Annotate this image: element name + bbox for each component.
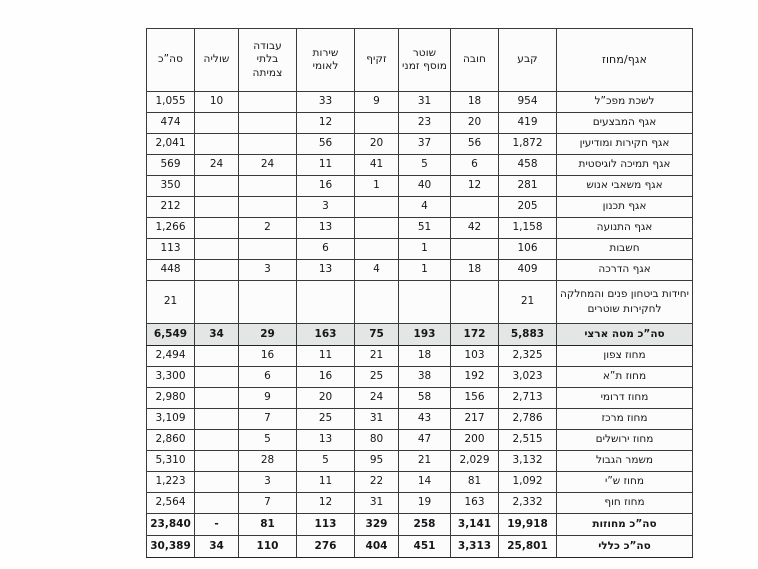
row-label-cell: חשבות bbox=[557, 239, 693, 260]
cell-hova: 156 bbox=[451, 388, 499, 409]
cell-sherut: 6 bbox=[297, 239, 355, 260]
cell-keva: 1,872 bbox=[499, 134, 557, 155]
cell-zakif: 31 bbox=[355, 493, 399, 514]
cell-sherut: 16 bbox=[297, 367, 355, 388]
cell-sherut: 56 bbox=[297, 134, 355, 155]
column-header-shoter: שוטר מוסף זמני bbox=[399, 29, 451, 92]
row-label-cell: אגף המבצעים bbox=[557, 113, 693, 134]
row-label-cell: סה”כ כללי bbox=[557, 536, 693, 558]
cell-sherut: 20 bbox=[297, 388, 355, 409]
row-label-cell: משמר הגבול bbox=[557, 451, 693, 472]
cell-shoter: 1 bbox=[399, 239, 451, 260]
cell-keva: 2,515 bbox=[499, 430, 557, 451]
cell-shoter: 47 bbox=[399, 430, 451, 451]
cell-total: 2,494 bbox=[147, 346, 195, 367]
cell-shulia bbox=[195, 451, 239, 472]
cell-zakif bbox=[355, 218, 399, 239]
column-header-sherut: שירות לאומי bbox=[297, 29, 355, 92]
cell-avoda: 6 bbox=[239, 367, 297, 388]
cell-shoter: 193 bbox=[399, 324, 451, 346]
cell-keva: 2,713 bbox=[499, 388, 557, 409]
cell-hova: 2,029 bbox=[451, 451, 499, 472]
cell-zakif bbox=[355, 281, 399, 324]
column-header-zakif: זקיף bbox=[355, 29, 399, 92]
cell-avoda bbox=[239, 113, 297, 134]
cell-zakif: 41 bbox=[355, 155, 399, 176]
column-header-shulia: שוליה bbox=[195, 29, 239, 92]
cell-zakif: 21 bbox=[355, 346, 399, 367]
cell-zakif bbox=[355, 113, 399, 134]
cell-total: 448 bbox=[147, 260, 195, 281]
cell-keva: 25,801 bbox=[499, 536, 557, 558]
table-row bbox=[147, 346, 693, 367]
cell-hova: 192 bbox=[451, 367, 499, 388]
table-row bbox=[147, 324, 693, 346]
cell-shoter: 1 bbox=[399, 260, 451, 281]
cell-shoter: 14 bbox=[399, 472, 451, 493]
cell-shulia bbox=[195, 430, 239, 451]
cell-shoter: 258 bbox=[399, 514, 451, 536]
cell-avoda: 16 bbox=[239, 346, 297, 367]
cell-shoter: 38 bbox=[399, 367, 451, 388]
cell-zakif bbox=[355, 197, 399, 218]
cell-shoter: 43 bbox=[399, 409, 451, 430]
cell-avoda: 110 bbox=[239, 536, 297, 558]
cell-sherut bbox=[297, 281, 355, 324]
cell-total: 569 bbox=[147, 155, 195, 176]
table-row bbox=[147, 451, 693, 472]
row-label-cell: אגף הדרכה bbox=[557, 260, 693, 281]
cell-total: 1,266 bbox=[147, 218, 195, 239]
cell-shulia bbox=[195, 346, 239, 367]
cell-hova: 172 bbox=[451, 324, 499, 346]
table-header bbox=[147, 29, 693, 92]
cell-sherut: 113 bbox=[297, 514, 355, 536]
cell-shulia bbox=[195, 367, 239, 388]
cell-sherut: 12 bbox=[297, 113, 355, 134]
row-label-cell: מחוז ש”י bbox=[557, 472, 693, 493]
cell-shoter: 40 bbox=[399, 176, 451, 197]
cell-shulia: 34 bbox=[195, 536, 239, 558]
cell-zakif: 20 bbox=[355, 134, 399, 155]
cell-hova: 81 bbox=[451, 472, 499, 493]
cell-keva: 106 bbox=[499, 239, 557, 260]
cell-hova: 18 bbox=[451, 92, 499, 113]
row-label-cell: אגף משאבי אנוש bbox=[557, 176, 693, 197]
table-row bbox=[147, 155, 693, 176]
cell-total: 30,389 bbox=[147, 536, 195, 558]
cell-shulia: - bbox=[195, 514, 239, 536]
cell-total: 474 bbox=[147, 113, 195, 134]
column-header-total: סה”כ bbox=[147, 29, 195, 92]
table-row bbox=[147, 514, 693, 536]
cell-avoda: 28 bbox=[239, 451, 297, 472]
row-label-cell: מחוז צפון bbox=[557, 346, 693, 367]
cell-avoda bbox=[239, 239, 297, 260]
cell-avoda bbox=[239, 134, 297, 155]
cell-shulia bbox=[195, 134, 239, 155]
cell-avoda: 7 bbox=[239, 493, 297, 514]
cell-keva: 1,158 bbox=[499, 218, 557, 239]
cell-shulia bbox=[195, 472, 239, 493]
cell-total: 6,549 bbox=[147, 324, 195, 346]
header-row bbox=[147, 29, 693, 92]
table-row bbox=[147, 388, 693, 409]
cell-avoda: 3 bbox=[239, 260, 297, 281]
personnel-table bbox=[146, 28, 693, 558]
cell-zakif: 4 bbox=[355, 260, 399, 281]
cell-sherut: 25 bbox=[297, 409, 355, 430]
cell-avoda: 81 bbox=[239, 514, 297, 536]
cell-total: 212 bbox=[147, 197, 195, 218]
cell-shulia bbox=[195, 176, 239, 197]
table-row bbox=[147, 113, 693, 134]
cell-total: 1,223 bbox=[147, 472, 195, 493]
cell-shoter: 58 bbox=[399, 388, 451, 409]
cell-keva: 2,786 bbox=[499, 409, 557, 430]
cell-avoda: 9 bbox=[239, 388, 297, 409]
cell-sherut: 11 bbox=[297, 155, 355, 176]
cell-hova: 217 bbox=[451, 409, 499, 430]
cell-hova: 56 bbox=[451, 134, 499, 155]
cell-hova: 200 bbox=[451, 430, 499, 451]
cell-hova bbox=[451, 239, 499, 260]
cell-shoter: 37 bbox=[399, 134, 451, 155]
cell-hova: 103 bbox=[451, 346, 499, 367]
cell-shoter: 4 bbox=[399, 197, 451, 218]
cell-shulia bbox=[195, 409, 239, 430]
cell-shoter: 23 bbox=[399, 113, 451, 134]
cell-avoda: 24 bbox=[239, 155, 297, 176]
cell-total: 2,564 bbox=[147, 493, 195, 514]
cell-total: 21 bbox=[147, 281, 195, 324]
cell-keva: 5,883 bbox=[499, 324, 557, 346]
cell-shulia bbox=[195, 260, 239, 281]
cell-keva: 1,092 bbox=[499, 472, 557, 493]
row-label-cell: אגף תמיכה לוגיסטית bbox=[557, 155, 693, 176]
cell-total: 5,310 bbox=[147, 451, 195, 472]
table-row bbox=[147, 536, 693, 558]
cell-zakif: 31 bbox=[355, 409, 399, 430]
cell-sherut: 276 bbox=[297, 536, 355, 558]
cell-total: 1,055 bbox=[147, 92, 195, 113]
row-label-cell: סה”כ מטה ארצי bbox=[557, 324, 693, 346]
cell-zakif: 24 bbox=[355, 388, 399, 409]
cell-keva: 2,332 bbox=[499, 493, 557, 514]
cell-sherut: 13 bbox=[297, 430, 355, 451]
row-label-cell: לשכת מפכ”ל bbox=[557, 92, 693, 113]
cell-total: 350 bbox=[147, 176, 195, 197]
row-label-cell: יחידות ביטחון פנים והמחלקה לחקירות שוטרים bbox=[557, 281, 693, 324]
cell-keva: 21 bbox=[499, 281, 557, 324]
cell-keva: 281 bbox=[499, 176, 557, 197]
cell-hova: 12 bbox=[451, 176, 499, 197]
cell-avoda: 2 bbox=[239, 218, 297, 239]
cell-avoda: 7 bbox=[239, 409, 297, 430]
column-header-keva: קבע bbox=[499, 29, 557, 92]
cell-keva: 409 bbox=[499, 260, 557, 281]
cell-sherut: 16 bbox=[297, 176, 355, 197]
cell-zakif: 22 bbox=[355, 472, 399, 493]
cell-keva: 2,325 bbox=[499, 346, 557, 367]
cell-sherut: 11 bbox=[297, 472, 355, 493]
table-container bbox=[150, 28, 693, 558]
cell-hova: 3,313 bbox=[451, 536, 499, 558]
cell-sherut: 163 bbox=[297, 324, 355, 346]
cell-shulia bbox=[195, 239, 239, 260]
cell-hova: 3,141 bbox=[451, 514, 499, 536]
cell-shulia bbox=[195, 218, 239, 239]
cell-zakif: 404 bbox=[355, 536, 399, 558]
cell-sherut: 5 bbox=[297, 451, 355, 472]
cell-shoter bbox=[399, 281, 451, 324]
cell-sherut: 13 bbox=[297, 260, 355, 281]
cell-total: 2,980 bbox=[147, 388, 195, 409]
row-label-cell: מחוז חוף bbox=[557, 493, 693, 514]
table-row bbox=[147, 493, 693, 514]
cell-shoter: 19 bbox=[399, 493, 451, 514]
cell-keva: 3,132 bbox=[499, 451, 557, 472]
table-body bbox=[147, 92, 693, 558]
cell-avoda: 5 bbox=[239, 430, 297, 451]
row-label-cell: אגף תכנון bbox=[557, 197, 693, 218]
cell-total: 3,109 bbox=[147, 409, 195, 430]
row-label-cell: מחוז ת”א bbox=[557, 367, 693, 388]
cell-avoda bbox=[239, 281, 297, 324]
cell-keva: 19,918 bbox=[499, 514, 557, 536]
cell-total: 2,860 bbox=[147, 430, 195, 451]
cell-zakif: 1 bbox=[355, 176, 399, 197]
table-row bbox=[147, 134, 693, 155]
cell-shoter: 51 bbox=[399, 218, 451, 239]
cell-total: 3,300 bbox=[147, 367, 195, 388]
cell-shoter: 18 bbox=[399, 346, 451, 367]
cell-keva: 205 bbox=[499, 197, 557, 218]
table-row bbox=[147, 218, 693, 239]
cell-sherut: 12 bbox=[297, 493, 355, 514]
cell-shulia bbox=[195, 281, 239, 324]
table-row bbox=[147, 197, 693, 218]
cell-shulia bbox=[195, 113, 239, 134]
cell-shulia: 24 bbox=[195, 155, 239, 176]
cell-zakif: 75 bbox=[355, 324, 399, 346]
cell-keva: 419 bbox=[499, 113, 557, 134]
cell-zakif: 95 bbox=[355, 451, 399, 472]
cell-shulia: 10 bbox=[195, 92, 239, 113]
cell-sherut: 11 bbox=[297, 346, 355, 367]
cell-shulia bbox=[195, 493, 239, 514]
cell-keva: 954 bbox=[499, 92, 557, 113]
cell-hova bbox=[451, 281, 499, 324]
cell-zakif: 80 bbox=[355, 430, 399, 451]
column-header-avoda: עבודה בלתי צמיתה bbox=[239, 29, 297, 92]
row-label-cell: מחוז ירושלים bbox=[557, 430, 693, 451]
cell-keva: 458 bbox=[499, 155, 557, 176]
cell-keva: 3,023 bbox=[499, 367, 557, 388]
cell-zakif bbox=[355, 239, 399, 260]
cell-hova: 20 bbox=[451, 113, 499, 134]
cell-zakif: 329 bbox=[355, 514, 399, 536]
cell-sherut: 33 bbox=[297, 92, 355, 113]
table-row bbox=[147, 260, 693, 281]
row-label-cell: מחוז מרכז bbox=[557, 409, 693, 430]
cell-shoter: 451 bbox=[399, 536, 451, 558]
table-row bbox=[147, 430, 693, 451]
row-label-cell: מחוז דרומי bbox=[557, 388, 693, 409]
cell-hova: 18 bbox=[451, 260, 499, 281]
table-row bbox=[147, 176, 693, 197]
column-header-hova: חובה bbox=[451, 29, 499, 92]
cell-zakif: 25 bbox=[355, 367, 399, 388]
row-label-cell: סה”כ מחוזות bbox=[557, 514, 693, 536]
cell-shoter: 5 bbox=[399, 155, 451, 176]
cell-hova bbox=[451, 197, 499, 218]
row-label-cell: אגף התנועה bbox=[557, 218, 693, 239]
table-row bbox=[147, 367, 693, 388]
cell-shulia bbox=[195, 197, 239, 218]
cell-avoda bbox=[239, 176, 297, 197]
cell-hova: 42 bbox=[451, 218, 499, 239]
cell-avoda: 3 bbox=[239, 472, 297, 493]
column-header-label: אגף/מחוז bbox=[557, 29, 693, 92]
table-row bbox=[147, 472, 693, 493]
row-label-cell: אגף חקירות ומודיעין bbox=[557, 134, 693, 155]
cell-shulia bbox=[195, 388, 239, 409]
cell-avoda bbox=[239, 197, 297, 218]
cell-hova: 6 bbox=[451, 155, 499, 176]
cell-sherut: 3 bbox=[297, 197, 355, 218]
cell-zakif: 9 bbox=[355, 92, 399, 113]
table-row bbox=[147, 239, 693, 260]
cell-shoter: 31 bbox=[399, 92, 451, 113]
cell-total: 113 bbox=[147, 239, 195, 260]
table-row bbox=[147, 409, 693, 430]
table-row bbox=[147, 92, 693, 113]
cell-hova: 163 bbox=[451, 493, 499, 514]
cell-avoda bbox=[239, 92, 297, 113]
cell-avoda: 29 bbox=[239, 324, 297, 346]
cell-sherut: 13 bbox=[297, 218, 355, 239]
cell-shulia: 34 bbox=[195, 324, 239, 346]
cell-total: 23,840 bbox=[147, 514, 195, 536]
cell-total: 2,041 bbox=[147, 134, 195, 155]
table-row bbox=[147, 281, 693, 324]
cell-shoter: 21 bbox=[399, 451, 451, 472]
